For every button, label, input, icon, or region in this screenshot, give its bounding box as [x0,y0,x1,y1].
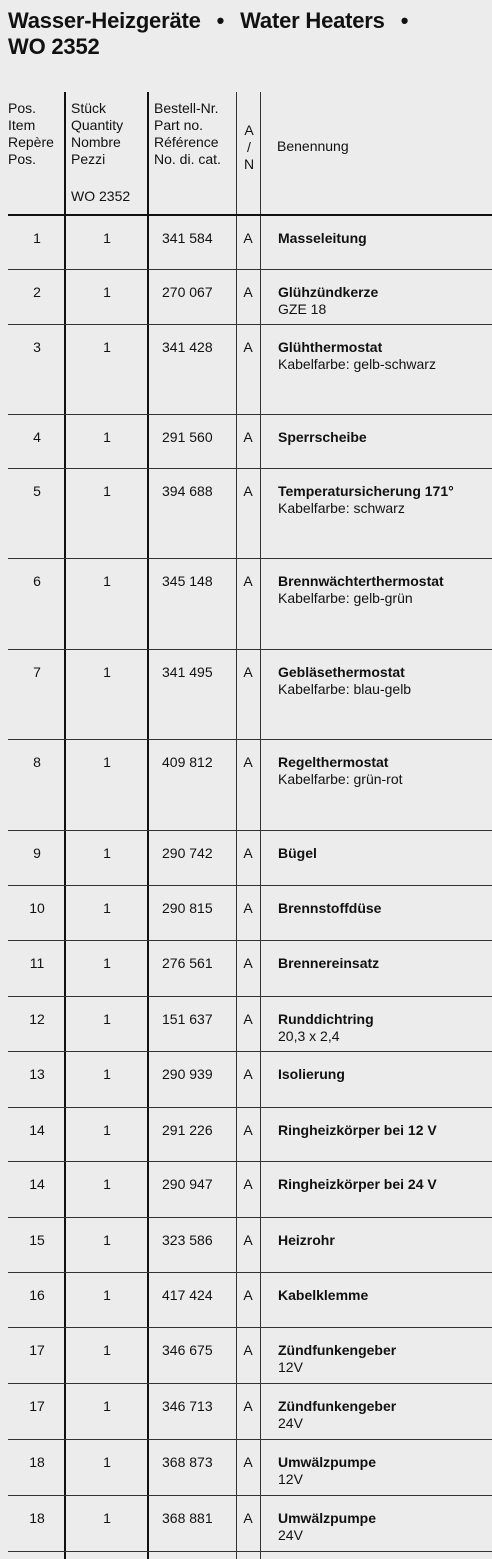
row-description [278,845,317,862]
header-an: A / N [243,122,255,172]
row-description [278,1398,396,1432]
table-row [8,559,492,650]
row-description-name: Runddichtring [278,1011,374,1027]
row-an: A [243,573,253,589]
row-an: A [243,1066,253,1082]
row-qty: 1 [103,955,111,971]
row-pos: 11 [29,955,45,971]
row-qty: 1 [103,1510,111,1526]
row-qty: 1 [103,664,111,680]
row-an: A [243,1398,253,1414]
row-qty: 1 [103,845,111,861]
row-description-name: Umwälzpumpe [278,1510,377,1526]
row-description-name: Sperrscheibe [278,429,367,445]
row-qty: 1 [103,1398,111,1414]
table-row [8,740,492,831]
row-an: A [243,284,253,300]
row-description-name: Zündfunkengeber [278,1342,397,1358]
table-row [8,325,492,415]
row-description-detail: 24V [278,1527,303,1543]
row-an: A [243,845,253,861]
row-pos: 8 [33,754,41,770]
row-description [278,429,367,446]
row-pos: 2 [33,284,41,300]
row-description [278,1287,368,1304]
row-description [278,1011,374,1045]
row-description-name: Heizrohr [278,1232,335,1248]
row-description-name: Regelthermostat [278,754,389,770]
row-description-detail: Kabelfarbe: blau-gelb [278,681,412,697]
row-pos: 14 [29,1122,45,1138]
row-description [278,664,411,698]
row-pos: 15 [29,1232,45,1248]
row-part-number: 341 584 [162,230,213,246]
row-qty: 1 [103,573,111,589]
row-pos: 17 [29,1342,45,1358]
row-pos: 9 [33,845,41,861]
row-part-number: 341 428 [162,339,213,355]
row-description-detail: GZE 18 [278,301,327,317]
row-description [278,900,381,917]
row-pos: 14 [29,1176,45,1192]
row-qty: 1 [103,339,111,355]
row-pos: 17 [29,1398,45,1414]
header-qty-model: WO 2352 [71,188,131,204]
row-description-name: Gebläsethermostat [278,664,405,680]
row-part-number: 409 812 [162,754,213,770]
row-qty: 1 [103,230,111,246]
row-qty: 1 [103,1176,111,1192]
row-qty: 1 [103,1287,111,1303]
table-row [8,997,492,1052]
row-pos: 18 [29,1454,45,1470]
header-desc: Benennung [277,138,349,154]
row-description [278,1066,345,1083]
row-qty: 1 [103,1122,111,1138]
row-description-name: Bügel [278,845,317,861]
parts-table-body [0,216,492,1552]
row-pos: 13 [29,1066,45,1082]
row-part-number: 345 148 [162,573,213,589]
row-description-name: Temperatursicherung 171° [278,483,454,499]
row-description-name: Ringheizkörper bei 12 V [278,1122,437,1138]
table-row [8,1328,492,1384]
row-description-detail: Kabelfarbe: grün-rot [278,771,403,787]
row-description-name: Isolierung [278,1066,345,1082]
row-part-number: 290 947 [162,1176,213,1192]
title-german: Wasser-Heizgeräte [8,8,201,33]
row-qty: 1 [103,1066,111,1082]
table-row [8,886,492,941]
row-an: A [243,230,253,246]
row-qty: 1 [103,429,111,445]
row-pos: 6 [33,573,41,589]
table-row [8,216,492,270]
row-qty: 1 [103,900,111,916]
row-part-number: 290 939 [162,1066,213,1082]
row-an: A [243,1011,253,1027]
row-an: A [243,1176,253,1192]
table-row [8,1218,492,1273]
row-qty: 1 [103,483,111,499]
row-description [278,284,378,318]
row-an: A [243,1232,253,1248]
table-row [8,270,492,325]
row-part-number: 290 742 [162,845,213,861]
row-description-detail: Kabelfarbe: gelb-grün [278,590,413,606]
row-an: A [243,1510,253,1526]
row-an: A [243,339,253,355]
row-qty: 1 [103,1342,111,1358]
row-description [278,1454,376,1488]
row-description-name: Brennereinsatz [278,955,380,971]
page-title [8,8,424,60]
row-pos: 1 [33,230,41,246]
row-description [278,955,379,972]
row-part-number: 276 561 [162,955,213,971]
row-description-name: Brennwächterthermostat [278,573,444,589]
row-pos: 3 [33,339,41,355]
row-part-number: 346 713 [162,1398,213,1414]
row-an: A [243,900,253,916]
row-an: A [243,483,253,499]
row-description-detail: Kabelfarbe: schwarz [278,500,405,516]
row-qty: 1 [103,284,111,300]
row-description-name: Umwälzpumpe [278,1454,377,1470]
row-part-number: 368 881 [162,1510,213,1526]
row-description [278,1510,376,1544]
row-pos: 5 [33,483,41,499]
row-description-detail: 12V [278,1471,303,1487]
row-description [278,573,444,607]
title-bullet-2: • [400,8,409,33]
row-part-number: 270 067 [162,284,213,300]
table-row [8,1108,492,1162]
header-part: Bestell-Nr. Part no. Référence No. di. cat. [154,100,221,167]
row-an: A [243,1287,253,1303]
table-header [0,100,492,214]
table-row [8,650,492,740]
row-part-number: 323 586 [162,1232,213,1248]
row-description-name: Glühzündkerze [278,284,379,300]
row-qty: 1 [103,1232,111,1248]
row-part-number: 346 675 [162,1342,213,1358]
row-description [278,339,436,373]
row-part-number: 291 226 [162,1122,213,1138]
row-description-name: Zündfunkengeber [278,1398,397,1414]
header-qty: Stück Quantity Nombre Pezzi WO 2352 [71,100,131,204]
title-english: Water Heaters [240,8,385,33]
row-description-name: Ringheizkörper bei 24 V [278,1176,437,1192]
table-row [8,1440,492,1496]
row-description-name: Kabelklemme [278,1287,369,1303]
title-bullet: • [216,8,225,33]
row-description [278,1122,437,1139]
row-pos: 7 [33,664,41,680]
row-part-number: 394 688 [162,483,213,499]
table-row [8,415,492,469]
row-pos: 10 [29,900,45,916]
row-description-detail: 24V [278,1415,303,1431]
table-row [8,831,492,886]
row-pos: 12 [29,1011,45,1027]
row-pos: 4 [33,429,41,445]
row-description-detail: Kabelfarbe: gelb-schwarz [278,356,436,372]
row-description [278,1176,437,1193]
row-an: A [243,754,253,770]
row-part-number: 417 424 [162,1287,213,1303]
row-part-number: 368 873 [162,1454,213,1470]
row-description [278,754,403,788]
row-qty: 1 [103,754,111,770]
row-description [278,1232,335,1249]
table-row [8,1384,492,1440]
row-an: A [243,664,253,680]
row-part-number: 341 495 [162,664,213,680]
row-description-detail: 12V [278,1359,303,1375]
row-description [278,1342,396,1376]
table-row [8,941,492,997]
table-row [8,1162,492,1218]
row-an: A [243,955,253,971]
row-an: A [243,1342,253,1358]
row-part-number: 291 560 [162,429,213,445]
row-description [278,483,454,517]
title-model: WO 2352 [8,34,100,59]
row-qty: 1 [103,1454,111,1470]
row-part-number: 151 637 [162,1011,213,1027]
row-pos: 18 [29,1510,45,1526]
table-row [8,1496,492,1552]
row-pos: 16 [29,1287,45,1303]
row-part-number: 290 815 [162,900,213,916]
row-an: A [243,429,253,445]
row-an: A [243,1122,253,1138]
row-description [278,230,367,247]
table-row [8,469,492,559]
table-row [8,1273,492,1328]
table-row [8,1052,492,1108]
row-description-name: Brennstoffdüse [278,900,382,916]
row-qty: 1 [103,1011,111,1027]
row-description-name: Glühthermostat [278,339,383,355]
row-an: A [243,1454,253,1470]
row-description-name: Masseleitung [278,230,367,246]
row-description-detail: 20,3 x 2,4 [278,1028,340,1044]
header-pos: Pos. Item Repère Pos. [8,100,54,167]
